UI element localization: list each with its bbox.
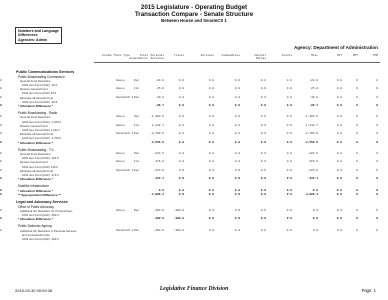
table-cell: -20.0 xyxy=(309,78,318,82)
table-cell: 0.0 xyxy=(208,123,214,127)
table-cell: 0 xyxy=(356,78,358,82)
table-cell: 0.0 xyxy=(336,140,342,144)
table-cell: 0 xyxy=(0,132,2,136)
table-cell: 0.0 xyxy=(260,188,266,192)
table-cell: 0.0 xyxy=(286,217,292,221)
row-label: ** Appropriation Difference ** xyxy=(18,192,61,197)
row-label: * Allocation Difference * xyxy=(18,177,53,182)
table-cell: 0 xyxy=(376,228,378,232)
table-cell: -3,086.4 xyxy=(304,192,318,196)
column-header: Column xyxy=(101,54,112,57)
table-cell: 0.0 xyxy=(286,115,292,119)
table-cell: 0 xyxy=(0,228,2,232)
row-label: Additional GF Reduction in Personal Services xyxy=(20,228,77,233)
table-cell: 0.0 xyxy=(178,123,184,127)
table-cell: 0.0 xyxy=(336,208,342,212)
table-cell: 0.0 xyxy=(260,115,266,119)
table-cell: -300.0 xyxy=(173,217,184,221)
table-cell: 0.0 xyxy=(286,208,292,212)
table-cell: SenateCS 1 xyxy=(116,95,134,99)
table-cell: 0.0 xyxy=(178,152,184,155)
table-cell: 0.0 xyxy=(234,78,240,82)
table-cell: Dec xyxy=(134,228,140,232)
table-cell: 0.0 xyxy=(286,177,292,181)
table-cell: 0.0 xyxy=(208,217,214,221)
row-label: Eliminate all General Fund xyxy=(20,132,53,137)
division-name: Legislative Finance Division xyxy=(159,286,229,292)
table-cell: 0.0 xyxy=(178,78,184,82)
table-cell: -2,556.6 xyxy=(150,140,164,144)
column-header: Grants xyxy=(281,54,292,57)
table-cell: 0.0 xyxy=(260,78,266,82)
table-cell: 0.0 xyxy=(336,132,342,136)
table-cell: 0.0 xyxy=(234,188,240,192)
row-label: 1004 Gen Fund (UGF) -470.0 xyxy=(22,173,59,177)
row-label: * Allocation Difference * xyxy=(18,140,53,145)
table-cell: 0.0 xyxy=(260,192,266,196)
row-label: Public Communications Services xyxy=(16,70,75,74)
table-cell: House xyxy=(116,123,125,127)
table-cell: House xyxy=(116,208,125,212)
table-cell: SenateCS 1 xyxy=(116,228,134,232)
filter-line: Agencies: Admin xyxy=(18,37,48,42)
table-cell: 0.0 xyxy=(208,104,214,107)
row-label: Public Defender Agency xyxy=(18,224,53,229)
table-cell: 0.0 xyxy=(260,168,266,172)
table-cell: -3,086.4 xyxy=(150,192,164,196)
table-cell: 215.6 xyxy=(309,160,318,164)
row-label: 1004 Gen Fund (UGF) 215.6 xyxy=(22,164,58,169)
table-row xyxy=(0,200,388,204)
table-cell: 0.0 xyxy=(208,115,214,119)
table-cell: 0.0 xyxy=(178,177,184,181)
table-cell: 0.0 xyxy=(208,140,214,144)
table-cell: 0 xyxy=(0,217,2,221)
table-cell: 0.0 xyxy=(260,87,266,91)
report-subtitle: Transaction Compare - Senate Structure xyxy=(134,11,254,18)
table-cell: 0.0 xyxy=(260,152,266,155)
table-cell: Inc xyxy=(134,160,140,164)
row-label: and Contractual Costs xyxy=(22,232,50,237)
row-label: Eliminate all General Fund xyxy=(20,95,53,100)
table-cell: SenateCS 1 xyxy=(116,168,134,172)
table-cell: 0 xyxy=(0,208,2,212)
table-cell: 0.0 xyxy=(260,208,266,212)
table-cell: -470.0 xyxy=(307,168,318,172)
table-cell: -40.8 xyxy=(155,95,164,99)
table-cell: 0.0 xyxy=(234,123,240,127)
table-cell: 0 xyxy=(356,168,358,172)
table-cell: 0.0 xyxy=(208,95,214,99)
column-header: PPT xyxy=(352,54,358,57)
table-cell: 0.0 xyxy=(234,228,240,232)
table-cell: 0 xyxy=(0,104,2,107)
table-cell: 0.0 xyxy=(286,132,292,136)
row-label: * Allocation Difference * xyxy=(18,104,53,108)
table-cell: 0 xyxy=(376,132,378,136)
table-cell: 0 xyxy=(376,152,378,155)
table-cell: -433.1 xyxy=(153,177,164,181)
table-cell: -300.0 xyxy=(173,228,184,232)
column-header: Services xyxy=(200,54,214,57)
table-cell: 0 xyxy=(376,115,378,119)
table-cell: 0.0 xyxy=(208,160,214,164)
table-cell: 0.0 xyxy=(260,217,266,221)
table-cell: -40.8 xyxy=(309,95,318,99)
row-label: 1004 Gen Fund (UGF) -300.0 xyxy=(22,213,59,217)
table-cell: 0.0 xyxy=(208,192,214,196)
table-cell: Dec xyxy=(134,78,140,82)
table-cell: 0.0 xyxy=(208,228,214,232)
table-cell: 0 xyxy=(376,104,378,107)
table-cell: 0 xyxy=(0,87,2,91)
table-cell: 0.0 xyxy=(178,87,184,91)
table-cell: Dec xyxy=(134,115,140,119)
table-cell: 0.0 xyxy=(336,188,342,192)
row-label: 1004 Gen Fund (UGF) -300.0 xyxy=(22,237,59,241)
table-cell: 0.0 xyxy=(234,217,240,221)
table-cell: 0.0 xyxy=(234,177,240,181)
row-label: Restore General Fund xyxy=(20,87,48,92)
table-cell: 0.0 xyxy=(286,104,292,107)
table-row xyxy=(0,237,388,241)
row-label: 1004 Gen Fund (UGF) 1,242.7 xyxy=(22,128,61,132)
table-cell: 0 xyxy=(376,123,378,127)
table-cell: 0.0 xyxy=(312,217,318,221)
table-cell: 0.0 xyxy=(286,188,292,192)
table-cell: 0.0 xyxy=(178,160,184,164)
table-cell: 0 xyxy=(0,123,2,127)
table-cell: 0.0 xyxy=(234,168,240,172)
table-cell: 0 xyxy=(356,104,358,107)
table-cell: 0 xyxy=(376,192,378,196)
row-label: Legal and Advocacy Services xyxy=(16,200,68,204)
table-cell: 0 xyxy=(356,140,358,144)
table-cell: 0.0 xyxy=(336,152,342,155)
table-cell: 0.0 xyxy=(260,160,266,164)
row-label: * Allocation Difference * xyxy=(18,217,53,222)
table-cell: 0.0 xyxy=(234,140,240,144)
table-cell: 0.0 xyxy=(336,228,342,232)
table-cell: 0.0 xyxy=(178,168,184,172)
table-cell: 0 xyxy=(356,115,358,119)
table-cell: 0.0 xyxy=(234,104,240,107)
table-cell: 0.0 xyxy=(336,217,342,221)
row-label: 1004 Gen Fund (UGF) -20.0 xyxy=(22,83,58,87)
table-cell: 0 xyxy=(0,192,2,196)
table-cell: 0.0 xyxy=(260,104,266,107)
table-cell: 0.0 xyxy=(312,208,318,212)
table-cell: 0 xyxy=(376,168,378,172)
table-cell: 0.0 xyxy=(208,87,214,91)
table-cell: 0.0 xyxy=(178,188,184,192)
table-cell: 0.0 xyxy=(208,208,214,212)
row-label: Satellite Infrastructure xyxy=(18,184,50,189)
table-cell: Dec xyxy=(134,168,140,172)
table-cell: 0.0 xyxy=(260,123,266,127)
filter-line: Differences xyxy=(18,33,38,38)
column-header: Trans Type xyxy=(113,54,130,57)
table-cell: 0 xyxy=(376,177,378,181)
table-cell: 0 xyxy=(376,160,378,164)
table-cell: 25.0 xyxy=(311,87,318,91)
row-label: 1004 Gen Fund (UGF) 25.0 xyxy=(22,91,57,96)
table-cell: 0 xyxy=(356,152,358,155)
row-label: 1004 Gen Fund (UGF) -2,709.9 xyxy=(22,136,62,141)
table-cell: 0 xyxy=(0,168,2,172)
row-label: Public Broadcasting - Radio xyxy=(18,111,58,116)
table-cell: 0.0 xyxy=(336,123,342,127)
table-cell: 0 xyxy=(356,177,358,181)
table-cell: House xyxy=(116,160,125,164)
table-cell: -2,709.9 xyxy=(304,132,318,136)
filter-box xyxy=(15,27,62,44)
table-cell: 0.0 xyxy=(234,192,240,196)
table-cell: 0.0 xyxy=(208,168,214,172)
table-cell: -96.7 xyxy=(309,104,318,107)
page-number: Page: 1 xyxy=(361,288,376,293)
table-cell: House xyxy=(116,152,125,155)
table-cell: 25.0 xyxy=(157,87,164,91)
table-cell: 0.0 xyxy=(286,140,292,144)
table-cell: Dec xyxy=(134,152,140,155)
table-row xyxy=(0,70,388,74)
table-cell: -1,303.6 xyxy=(150,115,164,119)
row-label: * Allocation Difference * xyxy=(18,188,53,193)
table-cell: 215.6 xyxy=(155,160,164,164)
table-cell: -300.0 xyxy=(153,217,164,221)
table-cell: 0.0 xyxy=(208,78,214,82)
row-label: Office of Public Advocacy xyxy=(18,204,54,209)
row-label: Restore General Fund xyxy=(20,160,48,165)
row-label: Public Broadcasting - T.V. xyxy=(18,147,55,152)
table-cell: 0.0 xyxy=(336,115,342,119)
table-cell: 0.0 xyxy=(286,78,292,82)
table-cell: -300.0 xyxy=(173,208,184,212)
table-cell: 0.0 xyxy=(336,87,342,91)
agency-title: Agency: Department of Administration xyxy=(293,45,378,50)
table-cell: 0 xyxy=(376,95,378,99)
table-cell: 0.0 xyxy=(336,192,342,196)
table-cell: 0.0 xyxy=(178,95,184,99)
table-cell: House xyxy=(116,115,125,119)
row-label: General Fund Reduction xyxy=(20,152,51,156)
table-cell: 0 xyxy=(376,188,378,192)
table-cell: 0 xyxy=(356,95,358,99)
table-cell: 0 xyxy=(376,208,378,212)
report-title: 2015 Legislature - Operating Budget xyxy=(140,4,248,11)
column-header: Total Expenditure xyxy=(129,54,148,61)
table-cell: 0 xyxy=(356,132,358,136)
table-cell: 0.0 xyxy=(286,123,292,127)
filter-line: Numbers and Language xyxy=(18,29,59,33)
table-cell: 0.0 xyxy=(234,115,240,119)
table-cell: -20.0 xyxy=(155,78,164,82)
table-cell: House xyxy=(116,87,125,91)
table-cell: 1,242.7 xyxy=(305,123,318,127)
row-label: Additional GF Reduction for Criminal Fees xyxy=(20,208,73,213)
table-cell: 0.0 xyxy=(158,188,164,192)
table-cell: 0 xyxy=(356,192,358,196)
table-cell: Dec xyxy=(134,132,140,136)
table-cell: 0 xyxy=(0,78,2,82)
table-cell: 0.0 xyxy=(178,140,184,144)
table-cell: -433.1 xyxy=(307,177,318,181)
column-header: Capital Outlay xyxy=(254,54,266,61)
table-cell: 0.0 xyxy=(234,95,240,99)
row-label: General Fund Reduction xyxy=(20,115,51,120)
table-cell: 0.0 xyxy=(234,160,240,164)
table-cell: 0.0 xyxy=(208,188,214,192)
table-cell: 0 xyxy=(0,140,2,144)
row-label: Public Broadcasting Commission xyxy=(18,74,65,79)
table-cell: 0 xyxy=(0,152,2,155)
comparison-label: Between House and SenateCS 1 xyxy=(161,18,227,23)
table-cell: 0.0 xyxy=(336,160,342,164)
table-cell: House xyxy=(116,78,125,82)
table-cell: 0.0 xyxy=(178,132,184,136)
table-cell: 0 xyxy=(356,217,358,221)
table-cell: 0 xyxy=(356,208,358,212)
table-cell: 0.0 xyxy=(286,160,292,164)
table-cell: 1,242.7 xyxy=(151,123,164,127)
row-label: General Fund Reduction xyxy=(20,78,51,83)
table-cell: -300.0 xyxy=(153,228,164,232)
header-divider xyxy=(94,62,380,63)
table-cell: 0.0 xyxy=(178,115,184,119)
table-cell: 0.0 xyxy=(286,168,292,172)
table-cell: 0 xyxy=(376,87,378,91)
table-cell: 0 xyxy=(356,188,358,192)
table-cell: 0.0 xyxy=(178,192,184,196)
column-header: Travel xyxy=(173,54,184,57)
table-cell: 0.0 xyxy=(208,132,214,136)
table-cell: -224.5 xyxy=(307,152,318,155)
table-cell: 0.0 xyxy=(286,95,292,99)
table-cell: 0.0 xyxy=(336,78,342,82)
table-cell: 0 xyxy=(0,188,2,192)
table-cell: 0.0 xyxy=(260,228,266,232)
table-cell: 0.0 xyxy=(234,132,240,136)
table-cell: 0.0 xyxy=(286,192,292,196)
table-cell: 0.0 xyxy=(336,168,342,172)
table-cell: 0.0 xyxy=(286,152,292,155)
table-cell: 0.0 xyxy=(336,177,342,181)
table-cell: -300.0 xyxy=(153,208,164,212)
table-cell: -1,303.6 xyxy=(304,115,318,119)
table-cell: 0 xyxy=(356,123,358,127)
column-header: Personal Services xyxy=(150,54,164,61)
column-header: TMP xyxy=(372,54,378,57)
table-cell: Dec xyxy=(134,95,140,99)
table-cell: 0 xyxy=(376,217,378,221)
table-cell: -224.5 xyxy=(153,152,164,155)
table-cell: -470.0 xyxy=(153,168,164,172)
row-label: Restore General Fund xyxy=(20,123,48,128)
table-cell: 0.0 xyxy=(336,104,342,107)
table-cell: -2,709.9 xyxy=(150,132,164,136)
table-cell: 0.0 xyxy=(208,177,214,181)
row-label: 1004 Gen Fund (UGF) -40.8 xyxy=(22,99,58,104)
row-label: 1004 Gen Fund (UGF) -1,303.6 xyxy=(22,119,62,124)
table-cell: Dec xyxy=(134,208,140,212)
table-cell: Inc xyxy=(134,123,140,127)
table-cell: 0.0 xyxy=(234,208,240,212)
table-cell: 0 xyxy=(376,78,378,82)
column-header: PFT xyxy=(336,54,342,57)
table-cell: -96.7 xyxy=(155,104,164,107)
table-cell: 0.0 xyxy=(234,87,240,91)
report-date: 2015-03-30 09:09:38 xyxy=(15,288,53,293)
table-cell: -2,556.6 xyxy=(304,140,318,144)
table-cell: 0.0 xyxy=(234,152,240,155)
column-header: Misc xyxy=(311,54,318,57)
table-cell: 0.0 xyxy=(260,140,266,144)
table-cell: 0.0 xyxy=(286,87,292,91)
table-cell: Inc xyxy=(134,87,140,91)
table-cell: 0 xyxy=(0,95,2,99)
table-cell: 0.0 xyxy=(260,132,266,136)
table-cell: 0.0 xyxy=(312,188,318,192)
row-label: 1004 Gen Fund (UGF) -224.5 xyxy=(22,156,59,161)
table-cell: 0 xyxy=(356,87,358,91)
table-cell: 0 xyxy=(376,140,378,144)
table-cell: 0.0 xyxy=(312,228,318,232)
table-cell: 0 xyxy=(0,160,2,164)
column-header: Commodities xyxy=(221,54,240,57)
table-cell: 0 xyxy=(0,115,2,119)
table-cell: 0 xyxy=(0,177,2,181)
table-cell: 0.0 xyxy=(260,95,266,99)
table-cell: 0.0 xyxy=(208,152,214,155)
row-label: Eliminate all General Fund xyxy=(20,168,53,173)
table-cell: SenateCS 1 xyxy=(116,132,134,136)
table-cell: 0.0 xyxy=(178,104,184,107)
table-cell: 0.0 xyxy=(260,177,266,181)
table-cell: 0.0 xyxy=(336,95,342,99)
table-cell: 0 xyxy=(356,160,358,164)
table-cell: 0 xyxy=(356,228,358,232)
table-cell: 0.0 xyxy=(286,228,292,232)
